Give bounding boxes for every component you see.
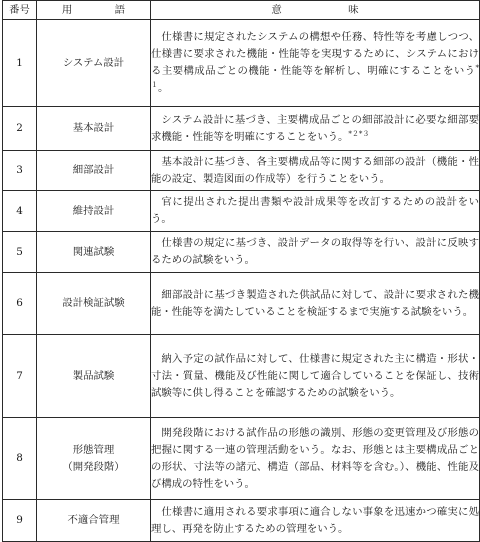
table-row: [3, 191, 480, 232]
table-row: [3, 107, 480, 151]
row-term: 基本設計: [37, 107, 151, 151]
table-row: [3, 273, 480, 335]
header-meaning: 意 味: [151, 1, 480, 20]
row-definition: システム設計に基づき、主要構成品ごとの細部設計に必要な細部要求機能・性能等を明確にすることをいう。$^{*2*3}$: [151, 107, 480, 151]
definitions-table: [2, 0, 480, 542]
header-term: 用 語: [37, 1, 151, 20]
table-row: [3, 500, 480, 542]
row-term: システム設計: [37, 20, 151, 107]
row-term: 維持設計: [37, 191, 151, 232]
table-row: [3, 418, 480, 500]
row-term: 細部設計: [37, 151, 151, 191]
row-number: 9: [3, 500, 37, 542]
row-number: 4: [3, 191, 37, 232]
row-number: 2: [3, 107, 37, 151]
row-term: 製品試験: [37, 335, 151, 418]
row-term: 形態管理 （開発段階）: [37, 418, 151, 500]
row-term: 設計検証試験: [37, 273, 151, 335]
row-number: 8: [3, 418, 37, 500]
table-row: [3, 20, 480, 107]
row-number: 5: [3, 232, 37, 273]
row-definition: 納入予定の試作品に対して、仕様書に規定された主に構造・形状・寸法・質量、機能及び性能に関して適合していることを保証し、技術試験等に供し得ることを確認するための試験をいう。: [151, 335, 480, 418]
row-number: 1: [3, 20, 37, 107]
table-row: [3, 335, 480, 418]
footnote-ref: *１: [151, 64, 479, 89]
table-row: [3, 151, 480, 191]
row-definition: 細部設計に基づき製造された供試品に対して、設計に要求された機能・性能等を満たしていることを検証するまで実施する試験をいう。: [151, 273, 480, 335]
header-number: 番号: [3, 1, 37, 20]
row-definition: 開発段階における試作品の形態の識別、形態の変更管理及び形態の把握に関する一連の管理活動をいう。なお、形態とは主要構成品ごとの形状、寸法等の諸元、構造（部品、材料等を含む。）、機能、性能及び構成の特性をいう。: [151, 418, 480, 500]
footnote-ref: *２*３: [348, 129, 370, 138]
row-number: 7: [3, 335, 37, 418]
row-definition: 仕様書の規定に基づき、設計データの取得等を行い、設計に反映するための試験をいう。: [151, 232, 480, 273]
row-definition: 基本設計に基づき、各主要構成品等に関する細部の設計（機能・性能の設定、製造図面の作成等）を行うことをいう。: [151, 151, 480, 191]
row-term: 不適合管理: [37, 500, 151, 542]
table-header-row: [3, 1, 480, 20]
row-term: 関連試験: [37, 232, 151, 273]
row-number: 6: [3, 273, 37, 335]
row-definition: 仕様書に規定されたシステムの構想や任務、特性等を考慮しつつ、仕様書に要求された機能・性能等を実現するために、システムにおける主要構成品ごとの機能・性能等を解析し、明確にすることをいう$^{*1}$。: [151, 20, 480, 107]
table-row: [3, 232, 480, 273]
row-definition: 仕様書に適用される要求事項に適合しない事象を迅速かつ確実に処理し、再発を防止するための管理をいう。: [151, 500, 480, 542]
row-definition: 官に提出された提出書類や設計成果等を改訂するための設計をいう。: [151, 191, 480, 232]
row-number: 3: [3, 151, 37, 191]
